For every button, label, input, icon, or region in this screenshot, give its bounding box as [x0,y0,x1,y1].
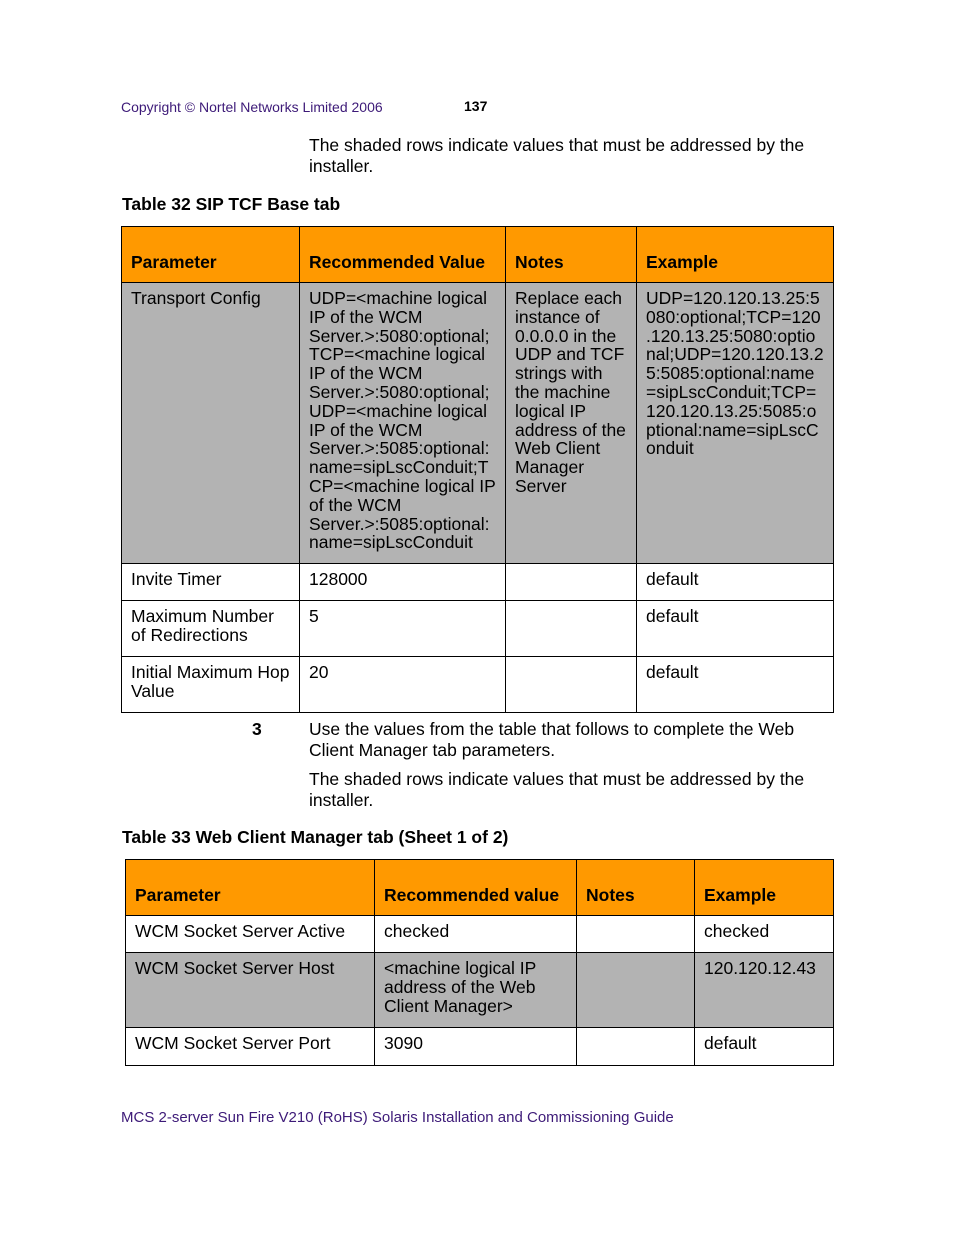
table-row [122,657,834,713]
column-header-example: Example [695,860,834,916]
cell-example: checked [695,916,834,953]
column-header-recommended-value: Recommended value [375,860,577,916]
cell-example: default [637,564,834,601]
column-header-recommended-value: Recommended Value [300,227,506,283]
column-header-parameter: Parameter [126,860,375,916]
cell-recommended-value: 3090 [375,1028,577,1066]
cell-notes [506,657,637,713]
cell-example: UDP=120.120.13.25:5080:optional;TCP=120.120.13.25:5080:optional;UDP=120.120.13.25:5085:optional:name=sipLscConduit;TCP=120.120.13.25:5085:optional:name=sipLscConduit [637,283,834,564]
cell-notes [506,601,637,657]
cell-recommended-value: 5 [300,601,506,657]
step-3-instruction: Use the values from the table that follows to complete the Web Client Manager tab parameters. [309,719,795,760]
cell-example: default [637,601,834,657]
copyright-notice: Copyright © Nortel Networks Limited 2006 [121,99,383,115]
cell-notes [577,953,695,1028]
cell-parameter: WCM Socket Server Active [126,916,375,953]
cell-example: default [695,1028,834,1066]
table-row [122,283,834,564]
cell-parameter: Invite Timer [122,564,300,601]
column-header-example: Example [637,227,834,283]
table-33-caption: Table 33 Web Client Manager tab (Sheet 1 of 2) [122,827,509,847]
cell-example: default [637,657,834,713]
cell-recommended-value: 128000 [300,564,506,601]
cell-recommended-value: <machine logical IP address of the Web Client Manager> [375,953,577,1028]
cell-notes [506,564,637,601]
table-row [126,953,834,1028]
cell-notes: Replace each instance of 0.0.0.0 in the UDP and TCF strings with the machine logical IP address of the Web Client Manager Server [506,283,637,564]
table-32-sip-tcf-base [121,226,834,713]
table-row [122,564,834,601]
shaded-rows-note-2: The shaded rows indicate values that must be addressed by the installer. [309,769,805,810]
shaded-rows-note: The shaded rows indicate values that must be addressed by the installer. [309,135,805,176]
table-header-row [126,860,834,916]
table-33-web-client-manager [125,859,834,1066]
step-number: 3 [252,719,262,739]
cell-parameter: Maximum Number of Redirections [122,601,300,657]
column-header-notes: Notes [577,860,695,916]
column-header-parameter: Parameter [122,227,300,283]
cell-recommended-value: 20 [300,657,506,713]
cell-notes [577,916,695,953]
document-title-footer: MCS 2-server Sun Fire V210 (RoHS) Solaris Installation and Commissioning Guide [121,1109,674,1126]
cell-parameter: Initial Maximum Hop Value [122,657,300,713]
table-header-row [122,227,834,283]
cell-recommended-value: UDP=<machine logical IP of the WCM Server.>:5080:optional;TCP=<machine logical IP of the WCM Server.>:5080:optional;UDP=<machine logical IP of the WCM Server.>:5085:optional:name=sipLscConduit;TCP=<machine logical IP of the WCM Server.>:5085:optional:name=sipLscConduit [300,283,506,564]
cell-example: 120.120.12.43 [695,953,834,1028]
table-row [122,601,834,657]
table-row [126,1028,834,1066]
cell-notes [577,1028,695,1066]
table-row [126,916,834,953]
column-header-notes: Notes [506,227,637,283]
cell-parameter: Transport Config [122,283,300,564]
table-32-caption: Table 32 SIP TCF Base tab [122,194,341,214]
cell-parameter: WCM Socket Server Port [126,1028,375,1066]
cell-recommended-value: checked [375,916,577,953]
cell-parameter: WCM Socket Server Host [126,953,375,1028]
page-number: 137 [464,98,488,114]
